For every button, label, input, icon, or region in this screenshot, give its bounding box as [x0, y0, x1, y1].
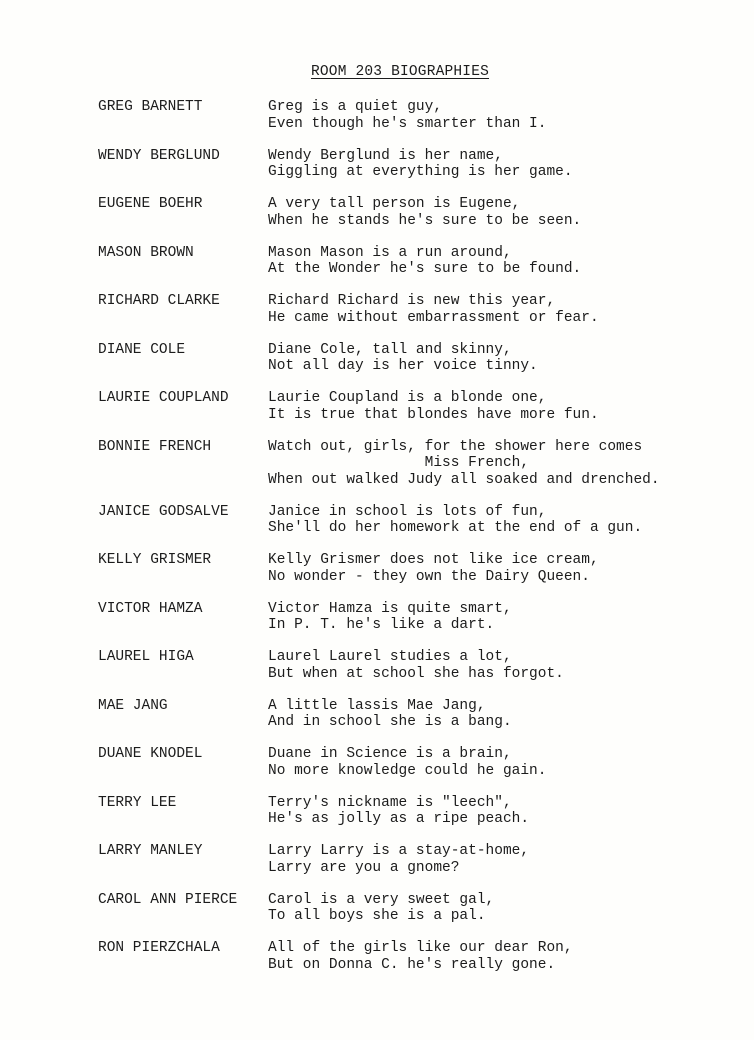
biography-entry [98, 649, 738, 682]
student-name: BONNIE FRENCH [98, 438, 212, 455]
student-name: GREG BARNETT [98, 99, 203, 115]
student-verse: A very tall person is Eugene, When he stands he's sure to be seen. [268, 196, 582, 229]
student-name: VICTOR HAMZA [98, 600, 203, 617]
student-verse: Terry's nickname is "leech", He's as jolly as a ripe peach. [268, 794, 530, 827]
student-verse: Wendy Berglund is her name, Giggling at everything is her game. [268, 147, 573, 180]
biography-entry [98, 746, 738, 779]
biography-entry [98, 342, 738, 375]
student-verse: Larry Larry is a stay-at-home, Larry are you a gnome? [268, 843, 530, 876]
biography-entry [98, 99, 738, 132]
student-name: EUGENE BOEHR [98, 196, 203, 212]
biography-entry [98, 940, 738, 973]
biography-entry [98, 293, 738, 326]
biography-entry [98, 552, 738, 585]
student-verse: Duane in Science is a brain, No more knowledge could he gain. [268, 746, 547, 779]
student-verse: All of the girls like our dear Ron, But on Donna C. he's really gone. [268, 940, 573, 973]
page-title-text: ROOM 203 BIOGRAPHIES [310, 64, 490, 80]
student-verse: Watch out, girls, for the shower here comes Miss French, When out walked Judy all soaked and drenched. [268, 438, 660, 488]
biography-entry [98, 148, 738, 181]
biography-entry [98, 698, 738, 731]
student-verse: Richard Richard is new this year, He came without embarrassment or fear. [268, 293, 599, 326]
student-name: DUANE KNODEL [98, 746, 203, 762]
student-verse: Mason Mason is a run around, At the Wonder he's sure to be found. [268, 244, 582, 277]
student-name: LAUREL HIGA [98, 649, 194, 665]
student-name: MASON BROWN [98, 244, 194, 261]
biography-entry [98, 504, 738, 537]
biography-entry [98, 390, 738, 423]
student-verse: Kelly Grismer does not like ice cream, No wonder - they own the Dairy Queen. [268, 552, 599, 585]
student-name: LAURIE COUPLAND [98, 390, 229, 406]
biography-entry [98, 843, 738, 876]
student-name: RICHARD CLARKE [98, 293, 220, 309]
student-name: CAROL ANN PIERCE [98, 891, 238, 908]
student-name: RON PIERZCHALA [98, 940, 220, 956]
student-verse: Greg is a quiet guy, Even though he's smarter than I. [268, 99, 547, 132]
student-verse: Laurel Laurel studies a lot, But when at school she has forgot. [268, 649, 564, 682]
student-verse: Victor Hamza is quite smart, In P. T. he's like a dart. [268, 600, 512, 633]
biography-entry [98, 439, 738, 489]
student-verse: Carol is a very sweet gal, To all boys she is a pal. [268, 891, 495, 924]
page-title [0, 64, 754, 80]
student-name: TERRY LEE [98, 794, 177, 811]
student-verse: Laurie Coupland is a blonde one, It is true that blondes have more fun. [268, 390, 599, 423]
student-name: DIANE COLE [98, 341, 186, 358]
student-name: KELLY GRISMER [98, 552, 212, 568]
biography-entry [98, 795, 738, 828]
biography-entry [98, 245, 738, 278]
student-name: MAE JANG [98, 697, 168, 714]
student-name: JANICE GODSALVE [98, 503, 229, 520]
biography-entry [98, 892, 738, 925]
student-name: WENDY BERGLUND [98, 147, 220, 164]
student-name: LARRY MANLEY [98, 843, 203, 859]
biography-entry [98, 196, 738, 229]
student-verse: A little lassis Mae Jang, And in school she is a bang. [268, 697, 512, 730]
biography-entry [98, 601, 738, 634]
student-verse: Janice in school is lots of fun, She'll do her homework at the end of a gun. [268, 503, 643, 536]
biography-list [98, 99, 738, 989]
student-verse: Diane Cole, tall and skinny, Not all day is her voice tinny. [268, 341, 538, 374]
